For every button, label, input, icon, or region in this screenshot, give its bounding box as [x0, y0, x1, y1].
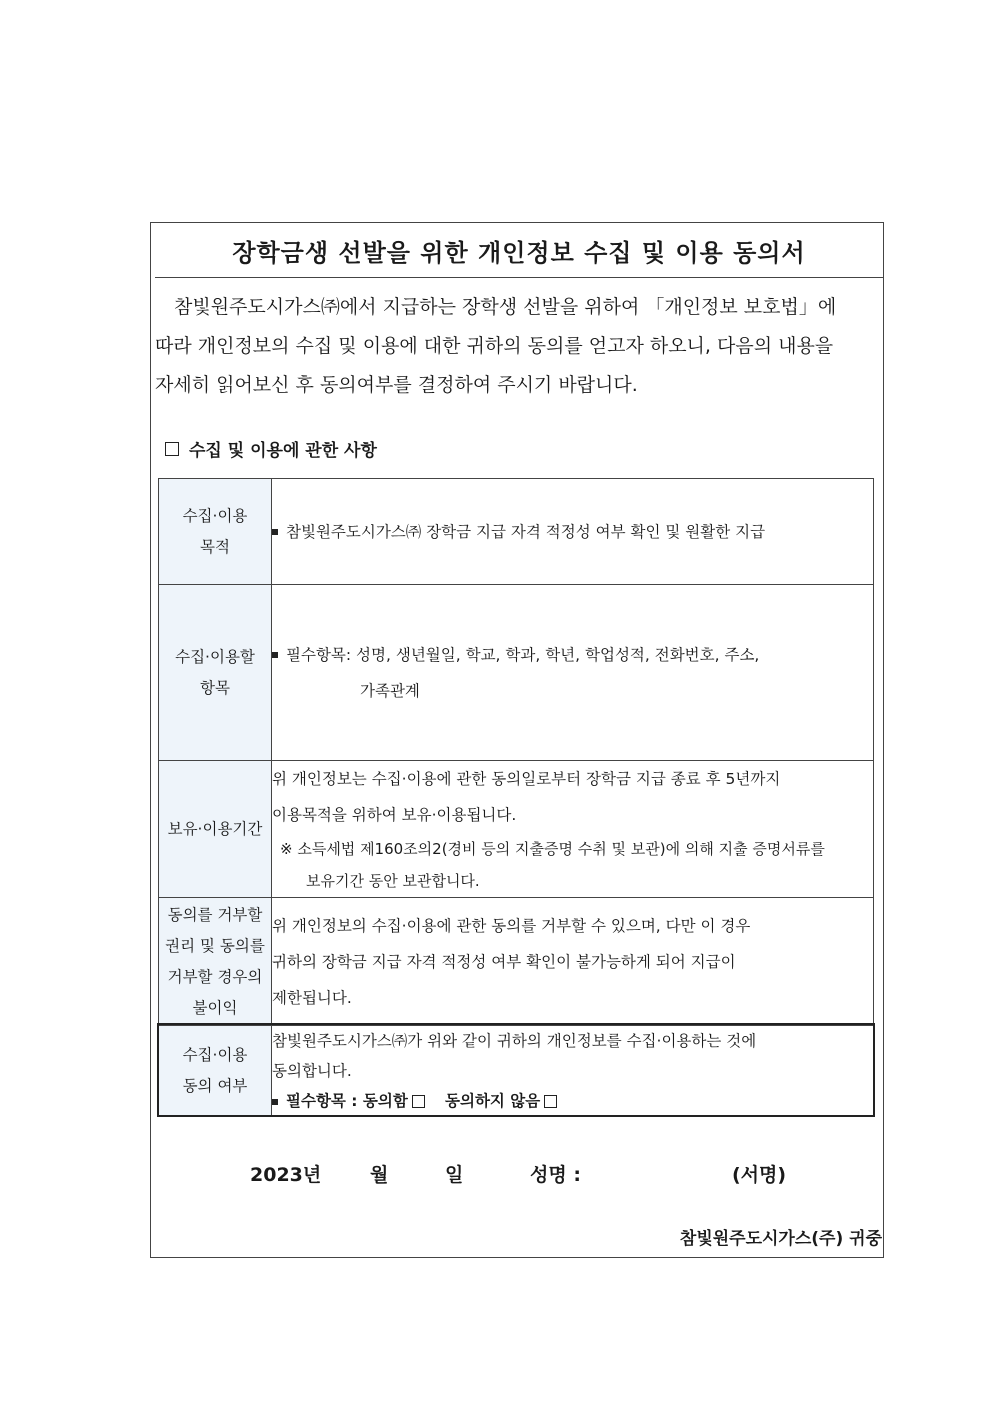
items-prefix: 필수항목: — [286, 645, 357, 664]
year-text: 2023년 — [250, 1164, 322, 1186]
intro-paragraph — [155, 288, 883, 405]
sign-label[interactable]: (서명) — [732, 1164, 787, 1186]
row-refusal-content — [272, 898, 874, 1026]
row-refusal-label — [159, 898, 272, 1026]
note-line: 보유기간 동안 보관합니다. — [306, 872, 480, 890]
document-title: 장학금생 선발을 위한 개인정보 수집 및 이용 동의서 — [155, 224, 883, 278]
label-line: 불이익 — [192, 998, 238, 1017]
agree-label: 동의함 — [362, 1092, 408, 1110]
disagree-checkbox[interactable] — [544, 1095, 557, 1108]
row-retention-label: 보유·이용기간 — [159, 761, 272, 898]
retention-note — [272, 833, 873, 897]
refusal-line: 귀하의 장학금 지급 자격 적정성 여부 확인이 불가능하게 되어 지급이 — [272, 952, 736, 971]
row-consent-label — [159, 1026, 272, 1117]
bullet-icon — [272, 1099, 278, 1105]
section-heading-text: 수집 및 이용에 관한 사항 — [189, 441, 377, 461]
consent-line: 참빛원주도시가스㈜가 위와 같이 귀하의 개인정보를 수집·이용하는 것에 — [272, 1032, 757, 1050]
row-consent-content — [272, 1026, 874, 1117]
label-line: 권리 및 동의를 — [165, 936, 265, 955]
label-line: 수집·이용할 — [175, 647, 255, 666]
agree-checkbox[interactable] — [412, 1095, 425, 1108]
required-label: 필수항목 : — [286, 1092, 363, 1110]
checkbox-square-icon — [165, 442, 179, 456]
month-text: 월 — [370, 1164, 389, 1186]
row-refusal — [159, 898, 874, 1026]
label-line: 목적 — [200, 537, 230, 556]
label-line: 수집·이용 — [182, 506, 248, 525]
name-label: 성명 : — [530, 1164, 581, 1186]
consent-line: 동의합니다. — [272, 1062, 352, 1080]
section-heading — [165, 436, 377, 461]
items-line: 성명, 생년월일, 학교, 학과, 학년, 학업성적, 전화번호, 주소, — [356, 645, 760, 664]
purpose-text: 참빛원주도시가스㈜ 장학금 지급 자격 적정성 여부 확인 및 원활한 지급 — [286, 522, 766, 541]
intro-line: 참빛원주도시가스㈜에서 지급하는 장학생 선발을 위하여 「개인정보 보호법」에 — [155, 296, 837, 318]
label-line: 동의를 거부할 — [167, 905, 263, 924]
row-consent — [159, 1026, 874, 1117]
retention-line: 위 개인정보는 수집·이용에 관한 동의일로부터 장학금 지급 종료 후 5년까지 — [272, 770, 781, 788]
intro-line: 따라 개인정보의 수집 및 이용에 대한 귀하의 동의를 얻고자 하오니, 다음의 내용을 — [155, 335, 834, 357]
label-line: 거부할 경우의 — [167, 967, 263, 986]
label-line: 동의 여부 — [182, 1077, 248, 1095]
disagree-label: 동의하지 않음 — [445, 1092, 541, 1110]
refusal-line: 위 개인정보의 수집·이용에 관한 동의를 거부할 수 있으며, 다만 이 경우 — [272, 916, 751, 935]
label-line: 항목 — [200, 678, 230, 697]
row-purpose-content — [272, 479, 874, 585]
row-purpose-label — [159, 479, 272, 585]
day-text: 일 — [445, 1164, 464, 1186]
bullet-icon — [272, 652, 278, 658]
row-items-content — [272, 585, 874, 761]
row-retention — [159, 761, 874, 898]
row-items — [159, 585, 874, 761]
row-retention-content — [272, 761, 874, 898]
label-line: 수집·이용 — [182, 1046, 248, 1064]
items-line: 가족관계 — [360, 681, 420, 700]
retention-line: 이용목적을 위하여 보유·이용됩니다. — [272, 806, 517, 824]
row-purpose — [159, 479, 874, 585]
issuer-text: 참빛원주도시가스(주) 귀중 — [679, 1229, 882, 1249]
row-items-label — [159, 585, 272, 761]
note-line: ※ 소득세법 제160조의2(경비 등의 지출증명 수취 및 보관)에 의해 지출 증명서류를 — [280, 840, 825, 858]
consent-table — [158, 478, 874, 1117]
bullet-icon — [272, 529, 278, 535]
intro-line: 자세히 읽어보신 후 동의여부를 결정하여 주시기 바랍니다. — [155, 374, 638, 396]
refusal-line: 제한됩니다. — [272, 988, 352, 1007]
